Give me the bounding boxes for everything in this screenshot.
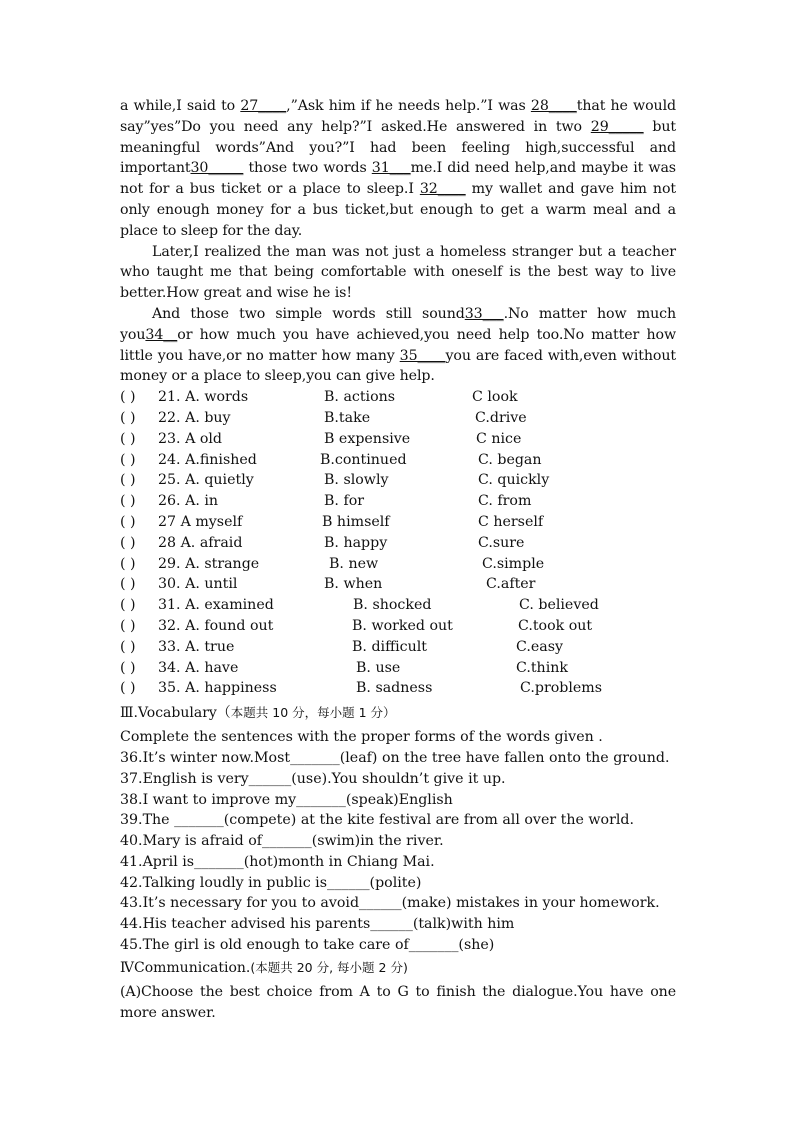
- communication-instruction: (A)Choose the best choice from A to G to finish the dialogue.You have one more answer.: [120, 983, 676, 1021]
- question-stem-option-a: 21. A. words: [158, 389, 249, 406]
- option-b: B.continued: [320, 451, 407, 468]
- vocabulary-item: 44.His teacher advised his parents______(talk)with him: [120, 916, 515, 933]
- question-row: [120, 533, 676, 554]
- question-stem-option-a: 34. A. have: [158, 659, 239, 676]
- option-c: C.simple: [482, 555, 545, 572]
- option-b: B expensive: [324, 430, 411, 447]
- question-stem-option-a: 31. A. examined: [158, 597, 274, 614]
- answer-bracket[interactable]: ( ): [120, 597, 136, 614]
- answer-blank[interactable]: 30_____: [190, 160, 244, 177]
- answer-bracket[interactable]: ( ): [120, 451, 136, 468]
- communication-heading-score: (本题共 20 分, 每小题 2 分): [250, 959, 408, 975]
- question-stem-option-a: 25. A. quietly: [158, 472, 254, 489]
- passage-text: that he would say”yes”Do you need any help?”I asked.He answered in two: [120, 98, 676, 135]
- answer-bracket[interactable]: ( ): [120, 389, 136, 406]
- option-b: B. shocked: [353, 597, 432, 614]
- passage-text: And those two simple words still sound: [152, 305, 465, 322]
- option-c: C. from: [478, 493, 532, 510]
- option-b: B. difficult: [352, 638, 428, 655]
- vocabulary-heading-score: 本题共 10 分，每小题 1 分）: [230, 705, 396, 721]
- passage-text: those two words: [243, 160, 372, 177]
- question-row: [120, 470, 676, 491]
- passage-text: my wallet and gave him not only enough money for a bus ticket,but enough to get a warm meal and a place to sleep for the day.: [120, 181, 677, 239]
- answer-bracket[interactable]: ( ): [120, 513, 136, 530]
- answer-blank[interactable]: 35____: [399, 347, 446, 364]
- vocabulary-item: 36.It’s winter now.Most_______(leaf) on the tree have fallen onto the ground.: [120, 749, 670, 766]
- question-row: [120, 387, 676, 408]
- question-stem-option-a: 23. A old: [158, 430, 222, 447]
- option-c: C. believed: [519, 597, 599, 614]
- multiple-choice-list: [120, 387, 676, 699]
- vocabulary-item: 38.I want to improve my_______(speak)English: [120, 791, 453, 808]
- question-stem-option-a: 29. A. strange: [158, 555, 260, 572]
- option-c: C nice: [476, 430, 522, 447]
- option-b: B. sadness: [356, 680, 433, 697]
- passage-text: but meaningful words”And you?”I had been feeling high,successful and important: [120, 118, 677, 177]
- vocabulary-instruction: Complete the sentences with the proper forms of the words given .: [120, 729, 603, 746]
- vocabulary-item: 37.English is very______(use).You shouldn’t give it up.: [120, 770, 506, 787]
- option-c: C.think: [516, 659, 568, 676]
- vocabulary-item: 41.April is_______(hot)month in Chiang Mai.: [120, 853, 435, 870]
- option-b: B. when: [324, 576, 383, 593]
- option-c: C herself: [478, 513, 544, 530]
- answer-bracket[interactable]: ( ): [120, 409, 136, 426]
- answer-blank[interactable]: 28____: [530, 98, 577, 114]
- question-row: [120, 658, 676, 679]
- vocabulary-item: 45.The girl is old enough to take care of_______(she): [120, 937, 495, 954]
- question-row: [120, 595, 676, 616]
- option-b: B. for: [324, 493, 365, 510]
- option-b: B. slowly: [324, 472, 389, 489]
- option-c: C.took out: [518, 617, 593, 634]
- option-c: C.easy: [516, 638, 564, 655]
- option-b: B. use: [356, 659, 401, 676]
- passage-text: ,”Ask him if he needs help.”I was: [286, 98, 531, 114]
- passage-paragraph-3: [120, 304, 676, 387]
- option-c: C.sure: [478, 534, 525, 551]
- option-b: B. new: [329, 555, 379, 572]
- communication-heading: [120, 958, 676, 978]
- vocabulary-heading: [120, 703, 676, 723]
- answer-bracket[interactable]: ( ): [120, 638, 136, 655]
- question-stem-option-a: 30. A. until: [158, 576, 238, 593]
- question-stem-option-a: 24. A.finished: [158, 451, 257, 468]
- option-c: C. quickly: [478, 472, 550, 489]
- question-stem-option-a: 33. A. true: [158, 638, 235, 655]
- question-row: [120, 678, 676, 699]
- answer-blank[interactable]: 27____: [240, 98, 287, 114]
- answer-blank[interactable]: 34__: [145, 326, 178, 343]
- option-b: B.take: [324, 409, 371, 426]
- option-b: B. happy: [324, 534, 388, 551]
- answer-bracket[interactable]: ( ): [120, 493, 136, 510]
- option-b: B. worked out: [352, 617, 453, 634]
- question-stem-option-a: 26. A. in: [158, 493, 219, 510]
- option-c: C look: [472, 389, 518, 406]
- passage-text: .No matter how much you: [120, 305, 676, 343]
- question-row: [120, 574, 676, 595]
- vocabulary-heading-title: Ⅲ.Vocabulary（: [120, 705, 231, 722]
- vocabulary-item: 42.Talking loudly in public is______(polite): [120, 874, 422, 891]
- question-row: [120, 554, 676, 575]
- answer-bracket[interactable]: ( ): [120, 472, 136, 489]
- option-c: C.problems: [520, 680, 603, 697]
- answer-bracket[interactable]: ( ): [120, 617, 136, 634]
- question-row: [120, 429, 676, 450]
- question-row: [120, 616, 676, 637]
- option-c: C. began: [478, 451, 542, 468]
- option-c: C.after: [486, 576, 536, 593]
- answer-bracket[interactable]: ( ): [120, 430, 136, 447]
- option-b: B. actions: [324, 389, 396, 406]
- communication-heading-title: ⅣCommunication.: [120, 959, 251, 976]
- answer-bracket[interactable]: ( ): [120, 576, 136, 593]
- passage-text: or how much you have achieved,you need help too.No matter how little you have,or no matter how many: [120, 326, 676, 364]
- question-stem-option-a: 27 A myself: [158, 513, 243, 530]
- answer-bracket[interactable]: ( ): [120, 680, 136, 697]
- answer-blank[interactable]: 33___: [464, 305, 504, 322]
- passage-text: you are faced with,even without money or a place to sleep,you can give help.: [120, 347, 677, 385]
- option-c: C.drive: [475, 409, 527, 426]
- passage-text: me.I did need help,and maybe it was not for a bus ticket or a place to sleep.I: [120, 160, 676, 198]
- answer-bracket[interactable]: ( ): [120, 555, 136, 572]
- question-row: [120, 450, 676, 471]
- answer-blank[interactable]: 29_____: [590, 118, 644, 135]
- question-stem-option-a: 35. A. happiness: [158, 680, 277, 697]
- vocabulary-list: [120, 748, 676, 956]
- option-b: B himself: [322, 513, 390, 530]
- passage-text: a while,I said to: [120, 98, 241, 114]
- question-stem-option-a: 22. A. buy: [158, 409, 231, 426]
- question-row: [120, 637, 676, 658]
- question-row: [120, 408, 676, 429]
- passage-paragraph-1: [120, 96, 676, 242]
- passage-paragraph-2: Later,I realized the man was not just a homeless stranger but a teacher who taught me that being comfortable with oneself is the best way to live better.How great and wise he is!: [120, 243, 676, 302]
- vocabulary-item: 39.The _______(compete) at the kite festival are from all over the world.: [120, 812, 634, 829]
- question-row: [120, 512, 676, 533]
- answer-bracket[interactable]: ( ): [120, 534, 136, 551]
- question-stem-option-a: 28 A. afraid: [158, 534, 243, 551]
- vocabulary-item: 43.It’s necessary for you to avoid______(make) mistakes in your homework.: [120, 895, 660, 912]
- vocabulary-item: 40.Mary is afraid of_______(swim)in the river.: [120, 833, 444, 850]
- answer-blank[interactable]: 31___: [371, 160, 411, 177]
- answer-blank[interactable]: 32____: [419, 181, 466, 198]
- answer-bracket[interactable]: ( ): [120, 659, 136, 676]
- question-stem-option-a: 32. A. found out: [158, 617, 274, 634]
- question-row: [120, 491, 676, 512]
- worksheet-page: [120, 96, 676, 1023]
